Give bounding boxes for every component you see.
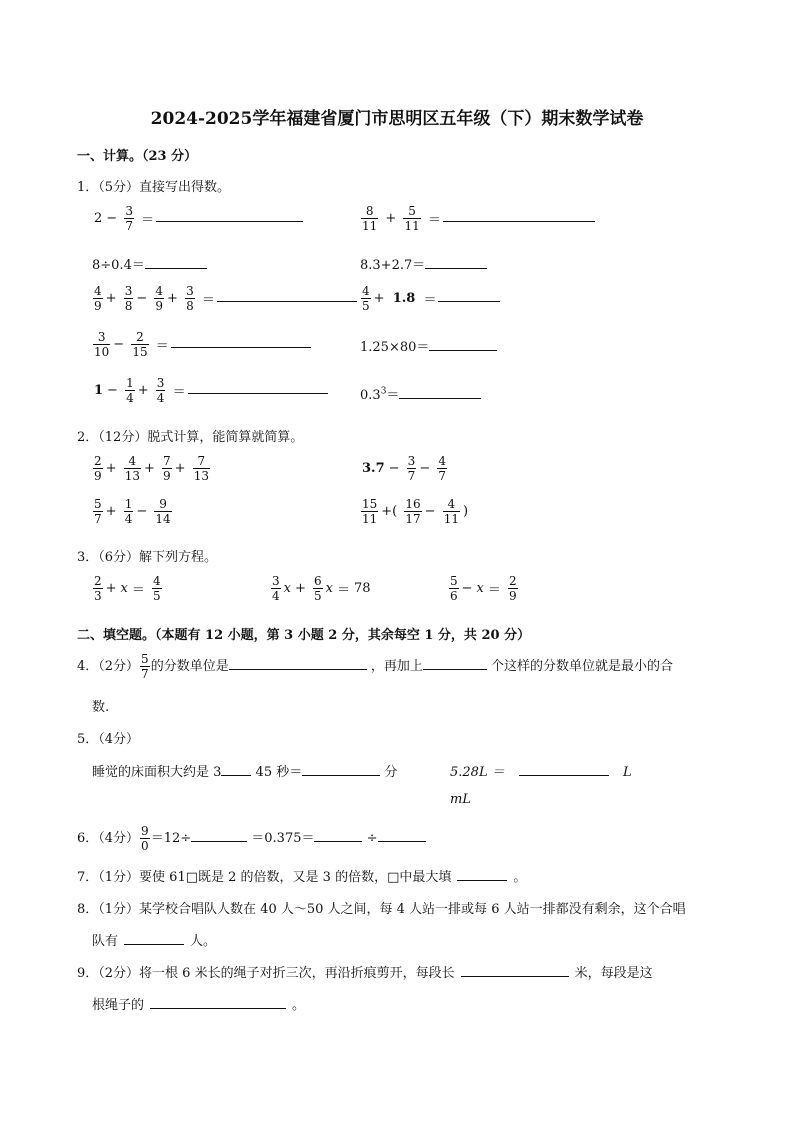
q1-row1-col2: $\frac{8}{11}$ + $\frac{5}{11}$ ＝: [360, 204, 595, 233]
q1-row3-col2: $\frac{4}{5}$ + 1.8 ＝: [360, 284, 500, 313]
q2-expr-c: $\frac{5}{7}$ + $\frac{1}{4}$ − $\frac{9}{14}$: [94, 497, 171, 526]
question-4: 4．（2分） $\frac{5}{7}$ 的分数单位是 ，再加上 个这样的分数单位就是最小的合: [77, 652, 674, 681]
answer-blank[interactable]: [457, 868, 507, 881]
question-9: 9．（2分）将一根 6 米长的绳子对折三次，再沿折痕剪开，每段长 米，每段是这: [77, 966, 653, 981]
q1-row2-col1: 8÷0.4＝: [92, 254, 207, 273]
answer-blank[interactable]: [188, 381, 328, 394]
answer-blank[interactable]: [438, 289, 500, 302]
q2-expr-a: $\frac{2}{9}$ + $\frac{4}{13}$ + $\frac{7}{9}$ + $\frac{7}{13}$: [94, 454, 209, 483]
q5-line1: 睡觉的床面积大约是 3 45 秒＝ 分: [92, 765, 398, 780]
q3-equation-3: $\frac{5}{6}$ − x ＝ $\frac{2}{9}$: [450, 574, 517, 603]
question-5-label: 5．（4分）: [77, 732, 140, 747]
q1-row3-col1: $\frac{4}{9}$ + $\frac{3}{8}$ − $\frac{4}{9}$ + $\frac{3}{8}$ ＝: [92, 284, 357, 313]
answer-blank[interactable]: [229, 657, 367, 670]
q5-unit-ml: mL: [450, 792, 471, 807]
q1-row5-col2: $0.3^3=$: [360, 384, 481, 403]
section-1-heading: 一、计算。（23 分）: [77, 149, 198, 164]
answer-blank[interactable]: [171, 335, 311, 348]
answer-blank[interactable]: [461, 964, 569, 977]
q1-row4-col1: $\frac{3}{10}$ − $\frac{2}{15}$ ＝: [92, 330, 311, 359]
page-title: 2024-2025学年福建省厦门市思明区五年级（下）期末数学试卷: [150, 109, 644, 129]
question-1-label: 1．（5分）直接写出得数。: [77, 180, 231, 195]
answer-blank[interactable]: [399, 386, 481, 399]
question-7: 7．（1分）要使 61□既是 2 的倍数，又是 3 的倍数，□中最大填 。: [77, 870, 527, 885]
question-8: 8．（1分）某学校合唱队人数在 40 人～50 人之间，每 4 人站一排或每 6 人站一排都没有剩余，这个合唱: [77, 902, 686, 917]
answer-blank[interactable]: [124, 932, 184, 945]
answer-blank[interactable]: [378, 829, 426, 842]
q2-expr-d: $\frac{15}{11}$ +( $\frac{16}{17}$ − $\frac{4}{11}$ ): [362, 497, 469, 526]
question-4-cont: 数.: [92, 700, 110, 715]
q3-equation-1: $\frac{2}{3}$ + x ＝ $\frac{4}{5}$: [94, 574, 161, 603]
q5-line2: 5.28L ＝ L: [450, 765, 632, 780]
question-9-cont: 根绳子的 。: [92, 998, 306, 1013]
answer-blank[interactable]: [443, 209, 595, 222]
q3-equation-2: $\frac{3}{4}$ x + $\frac{6}{5}$ x ＝ 78: [272, 574, 371, 603]
answer-blank[interactable]: [150, 996, 286, 1009]
question-6: 6．（4分） $\frac{9}{0}$ ＝12÷ ＝0.375＝ ÷: [77, 824, 426, 853]
answer-blank[interactable]: [217, 289, 357, 302]
answer-blank[interactable]: [156, 209, 303, 222]
question-8-cont: 队有 人。: [92, 934, 217, 949]
answer-blank[interactable]: [519, 763, 609, 776]
answer-blank[interactable]: [429, 338, 497, 351]
section-2-heading: 二、填空题。（本题有 12 小题，第 3 小题 2 分，其余每空 1 分，共 20 分）: [77, 628, 531, 643]
q2-expr-b: 3.7 − $\frac{3}{7}$ − $\frac{4}{7}$: [362, 454, 446, 483]
question-2-label: 2．（12分）脱式计算，能简算就简算。: [77, 430, 304, 445]
q1-row4-col2: 1.25×80＝: [360, 336, 497, 355]
q1-row1-col1: 2 − $\frac{3}{7}$ ＝: [92, 204, 303, 233]
q1-row5-col1: 1 − $\frac{1}{4}$ + $\frac{3}{4}$ ＝: [92, 376, 328, 405]
answer-blank[interactable]: [423, 657, 487, 670]
answer-blank[interactable]: [314, 829, 362, 842]
answer-blank[interactable]: [425, 256, 487, 269]
answer-blank[interactable]: [302, 763, 380, 776]
q1-row2-col2: 8.3+2.7＝: [360, 254, 487, 273]
answer-blank[interactable]: [145, 256, 207, 269]
answer-blank[interactable]: [191, 829, 247, 842]
answer-blank[interactable]: [221, 763, 251, 776]
question-3-label: 3．（6分）解下列方程。: [77, 550, 218, 565]
